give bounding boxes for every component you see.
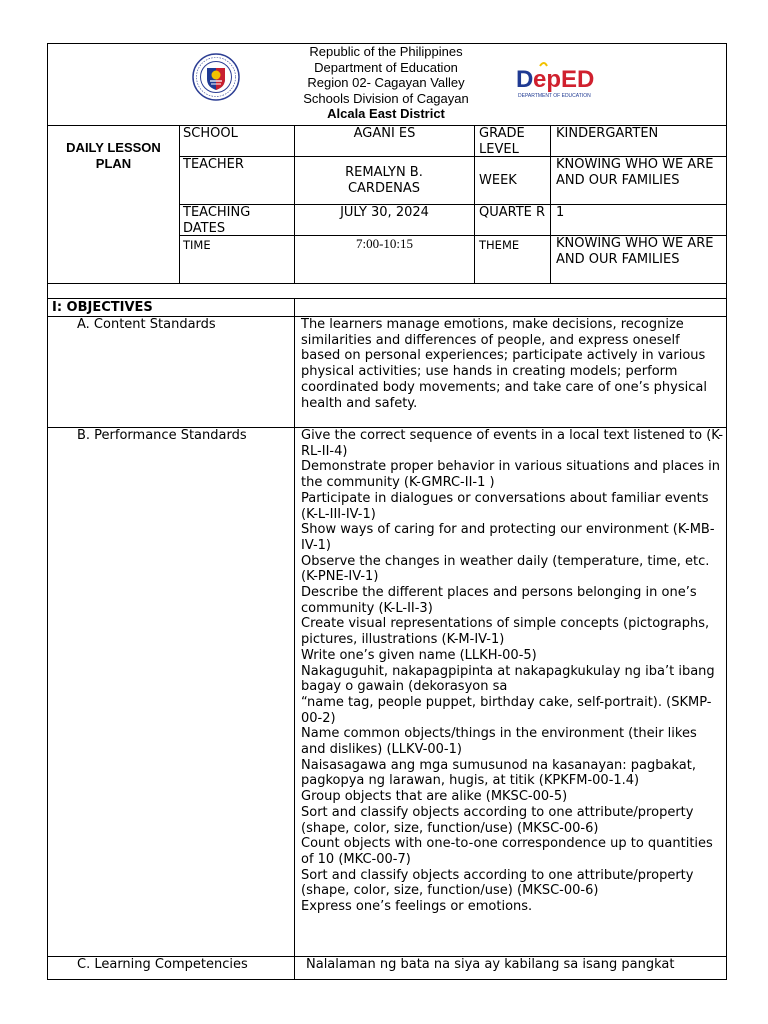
- svg-text:D: D: [516, 66, 534, 93]
- teaching-dates-value: JULY 30, 2024: [340, 205, 429, 220]
- performance-standard-item: Group objects that are alike (MKSC-00-5): [301, 789, 568, 805]
- performance-standard-item: Count objects with one-to-one correspondence up to quantities of 10 (MKC-00-7): [301, 836, 713, 867]
- svg-text:DEPARTMENT OF EDUCATION: DEPARTMENT OF EDUCATION: [518, 93, 591, 99]
- performance-standards-label: B. Performance Standards: [77, 428, 247, 443]
- theme-value: KNOWING WHO WE ARE AND OUR FAMILIES: [556, 236, 714, 267]
- header-region: Region 02- Cagayan Valley: [307, 75, 465, 90]
- info-col-line: [179, 125, 180, 283]
- performance-standard-item: Create visual representations of simple concepts (pictographs, pictures, illustrations (K-M-IV-1): [301, 616, 710, 648]
- week-value: KNOWING WHO WE ARE AND OUR FAMILIES: [556, 157, 714, 188]
- school-value: AGANI ES: [353, 126, 416, 141]
- performance-standard-item: Nakaguguhit, nakapagpipinta at nakapagkukulay ng iba’t ibang bagay o gawain (dekorasyon sa: [301, 663, 715, 695]
- objectives-heading: I: OBJECTIVES: [52, 300, 153, 315]
- performance-standard-item: Express one’s feelings or emotions.: [301, 899, 533, 915]
- teacher-label: TEACHER: [183, 157, 244, 172]
- time-value: 7:00-10:15: [355, 236, 414, 251]
- performance-standard-item: Observe the changes in weather daily (temperature, time, etc. (K-PNE-IV-1): [301, 553, 710, 585]
- svg-text:ED: ED: [561, 66, 594, 93]
- performance-standard-item: “name tag, people puppet, birthday cake, self-portrait). (SKMP-00-2): [301, 694, 712, 726]
- teaching-dates-label: TEACHING DATES: [183, 205, 251, 236]
- performance-standard-item: Demonstrate proper behavior in various situations and places in the community (K-GMRC-II-1 ): [301, 459, 720, 491]
- content-standards-text: The learners manage emotions, make decisions, recognize similarities and differences of people, and express oneself based on personal experiences; participate actively in various physical activities; use hands in creating models; perform coordinated body movements; and take care of one’s physical health and safety.: [301, 317, 707, 411]
- header-division: Schools Division of Cagayan: [303, 90, 469, 106]
- performance-standard-item: Sort and classify objects according to one attribute/property (shape, color, size, function/use) (MKSC-00-6): [301, 867, 694, 899]
- quarter-value: 1: [556, 205, 565, 220]
- performance-standard-item: Show ways of caring for and protecting our environment (K-MB-IV-1): [301, 522, 715, 553]
- school-label: SCHOOL: [183, 126, 238, 141]
- teacher-value: REMALYN B. CARDENAS: [345, 165, 423, 196]
- quarter-label: QUARTE R: [479, 205, 546, 220]
- performance-standard-item: Describe the different places and persons belonging in one’s community (K-L-II-3): [301, 585, 697, 616]
- week-label: WEEK: [479, 173, 517, 188]
- header-republic: Republic of the Philippines: [309, 44, 463, 59]
- content-standards-label: A. Content Standards: [77, 317, 216, 332]
- svg-text:ep: ep: [533, 66, 562, 93]
- performance-standard-item: Give the correct sequence of events in a local text listened to (K-RL-II-4): [301, 428, 724, 459]
- performance-standard-item: Write one’s given name (LLKH-00-5): [301, 647, 537, 663]
- table-border-right: [726, 43, 727, 980]
- info-col-line: [550, 125, 551, 283]
- deped-brand-logo: [514, 60, 594, 102]
- table-border-bottom: [47, 979, 727, 980]
- learning-competencies-text: Nalalaman ng bata na siya ay kabilang sa isang pangkat: [306, 957, 675, 972]
- header-text-block: [270, 44, 502, 122]
- header-department: Department of Education: [314, 59, 458, 75]
- grade-level-value: KINDERGARTEN: [556, 126, 659, 141]
- performance-standard-item: Participate in dialogues or conversations about familiar events (K-L-III-IV-1): [301, 490, 709, 522]
- performance-standard-item: Sort and classify objects according to one attribute/property (shape, color, size, function/use) (MKSC-00-6): [301, 804, 694, 836]
- objectives-col-line: [294, 298, 295, 980]
- performance-standards-list: [301, 428, 724, 915]
- daily-lesson-plan-title: DAILY LESSON PLAN: [66, 140, 161, 171]
- performance-standard-item: Naisasagawa ang mga sumusunod na kasanayan: pagbakat, pagkopya ng larawan, hugis, at titik (KPKFM-00-1.4): [301, 757, 696, 789]
- time-label: TIME: [183, 238, 211, 252]
- performance-standard-item: Name common objects/things in the environment (their likes and dislikes) (LLKV-00-1): [301, 726, 697, 758]
- theme-label: THEME: [479, 238, 520, 252]
- info-bottom-line: [47, 283, 727, 284]
- grade-level-label: GRADE LEVEL: [479, 126, 525, 157]
- learning-competencies-label: C. Learning Competencies: [77, 957, 248, 972]
- table-border-left: [47, 43, 48, 980]
- info-col-line: [294, 125, 295, 283]
- spacer-row-line: [47, 298, 727, 299]
- info-col-line: [474, 125, 475, 283]
- deped-seal-logo: [186, 53, 246, 101]
- header-district: Alcala East District: [327, 106, 445, 121]
